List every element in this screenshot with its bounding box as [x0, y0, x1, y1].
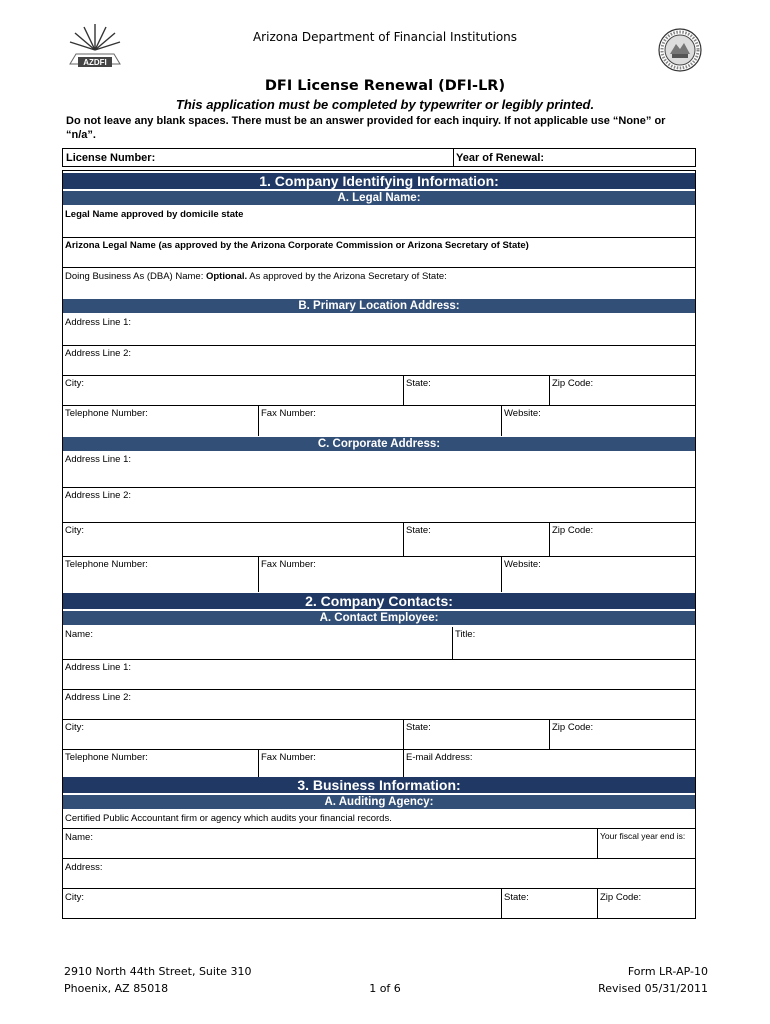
primary-zip-field[interactable]: Zip Code: [549, 376, 694, 406]
instructions: Do not leave any blank spaces. There must be an answer provided for each inquiry. If not applicable use “None” or “n/a”. [66, 115, 666, 141]
dba-name-label: Doing Business As (DBA) Name: Optional. As approved by the Arizona Secretary of State: [65, 271, 447, 282]
contact-state-field[interactable]: State: [403, 720, 549, 750]
corporate-website-field[interactable]: Website: [501, 557, 694, 592]
primary-address-line-2-row [63, 345, 695, 376]
contact-employee-header: A. Contact Employee: [63, 611, 695, 625]
footer-city: Phoenix, AZ 85018 [64, 982, 169, 995]
legal-name-label: Legal Name approved by domicile state [65, 209, 244, 220]
auditor-state-field[interactable]: State: [501, 889, 597, 919]
auditor-zip-field[interactable]: Zip Code: [597, 889, 694, 919]
contact-city-field[interactable]: City: [65, 722, 84, 733]
form-subtitle: This application must be completed by typewriter or legibly printed. [175, 97, 595, 112]
fiscal-year-end-field[interactable]: Your fiscal year end is: [597, 829, 694, 859]
legal-name-header: A. Legal Name: [63, 191, 695, 205]
azdfi-logo [62, 20, 128, 72]
section-1-header: 1. Company Identifying Information: [63, 173, 695, 189]
primary-telephone-field[interactable]: Telephone Number: [65, 408, 148, 419]
corporate-address-header: C. Corporate Address: [63, 437, 695, 451]
dba-name-field[interactable] [63, 267, 695, 298]
application-form [62, 170, 696, 919]
footer-address [64, 963, 252, 997]
year-of-renewal-field[interactable]: Year of Renewal: [456, 152, 545, 164]
corporate-address-line-2-field[interactable]: Address Line 2: [65, 490, 132, 501]
contact-address-line-2-field[interactable]: Address Line 2: [65, 692, 132, 703]
az-legal-name-label: Arizona Legal Name (as approved by the Arizona Corporate Commission or Arizona Secretary of State) [65, 240, 529, 251]
contact-telephone-field[interactable]: Telephone Number: [65, 752, 148, 763]
footer-form-info [598, 963, 708, 997]
contact-fax-field[interactable]: Fax Number: [258, 750, 403, 778]
revised-date: Revised 05/31/2011 [598, 982, 708, 995]
corporate-city-field[interactable]: City: [65, 525, 84, 536]
contact-title-field[interactable]: Title: [452, 627, 694, 659]
contact-city-row [63, 719, 695, 750]
license-row [62, 148, 696, 167]
form-title: DFI License Renewal (DFI-LR) [264, 78, 506, 94]
auditor-address-row [63, 858, 695, 889]
auditor-city-row [63, 888, 695, 919]
primary-state-field[interactable]: State: [403, 376, 549, 406]
primary-city-row [63, 375, 695, 406]
corporate-address-line-1-field[interactable]: Address Line 1: [65, 454, 132, 465]
page-number: 1 of 6 [369, 982, 401, 995]
contact-address-line-1-row [63, 659, 695, 690]
agency-name: Arizona Department of Financial Institutions [252, 30, 518, 44]
auditor-name-row [63, 828, 695, 859]
corporate-telephone-field[interactable]: Telephone Number: [65, 559, 148, 570]
contact-zip-field[interactable]: Zip Code: [549, 720, 694, 750]
contact-name-row [63, 627, 695, 659]
logo-text: AZDFI [83, 58, 107, 67]
corporate-city-row [63, 522, 695, 557]
contact-email-field[interactable]: E-mail Address: [403, 750, 694, 778]
auditor-city-field[interactable]: City: [65, 892, 84, 903]
auditor-name-field[interactable]: Name: [65, 832, 93, 843]
license-number-field[interactable]: License Number: [66, 152, 156, 164]
corporate-zip-field[interactable]: Zip Code: [549, 523, 694, 557]
auditing-agency-header: A. Auditing Agency: [63, 795, 695, 809]
section-2-header: 2. Company Contacts: [63, 593, 695, 609]
contact-phone-row [63, 749, 695, 778]
az-legal-name-field[interactable] [63, 237, 695, 268]
primary-address-line-1-field[interactable]: Address Line 1: [65, 317, 132, 328]
corporate-address-line-2-row [63, 487, 695, 523]
contact-address-line-2-row [63, 689, 695, 720]
corporate-state-field[interactable]: State: [403, 523, 549, 557]
primary-location-header: B. Primary Location Address: [63, 299, 695, 313]
cpa-note: Certified Public Accountant firm or agency which audits your financial records. [65, 813, 392, 824]
footer-street: 2910 North 44th Street, Suite 310 [64, 965, 252, 978]
corporate-fax-field[interactable]: Fax Number: [258, 557, 501, 592]
contact-name-field[interactable]: Name: [65, 629, 93, 640]
contact-address-line-1-field[interactable]: Address Line 1: [65, 662, 132, 673]
state-seal-icon [658, 28, 702, 72]
section-3-header: 3. Business Information: [63, 777, 695, 793]
primary-city-field[interactable]: City: [65, 378, 84, 389]
form-number: Form LR-AP-10 [627, 965, 708, 978]
auditor-address-field[interactable]: Address: [65, 862, 103, 873]
primary-address-line-2-field[interactable]: Address Line 2: [65, 348, 132, 359]
primary-website-field[interactable]: Website: [501, 406, 694, 436]
primary-phone-row [63, 405, 695, 436]
corporate-phone-row [63, 556, 695, 592]
primary-fax-field[interactable]: Fax Number: [258, 406, 501, 436]
